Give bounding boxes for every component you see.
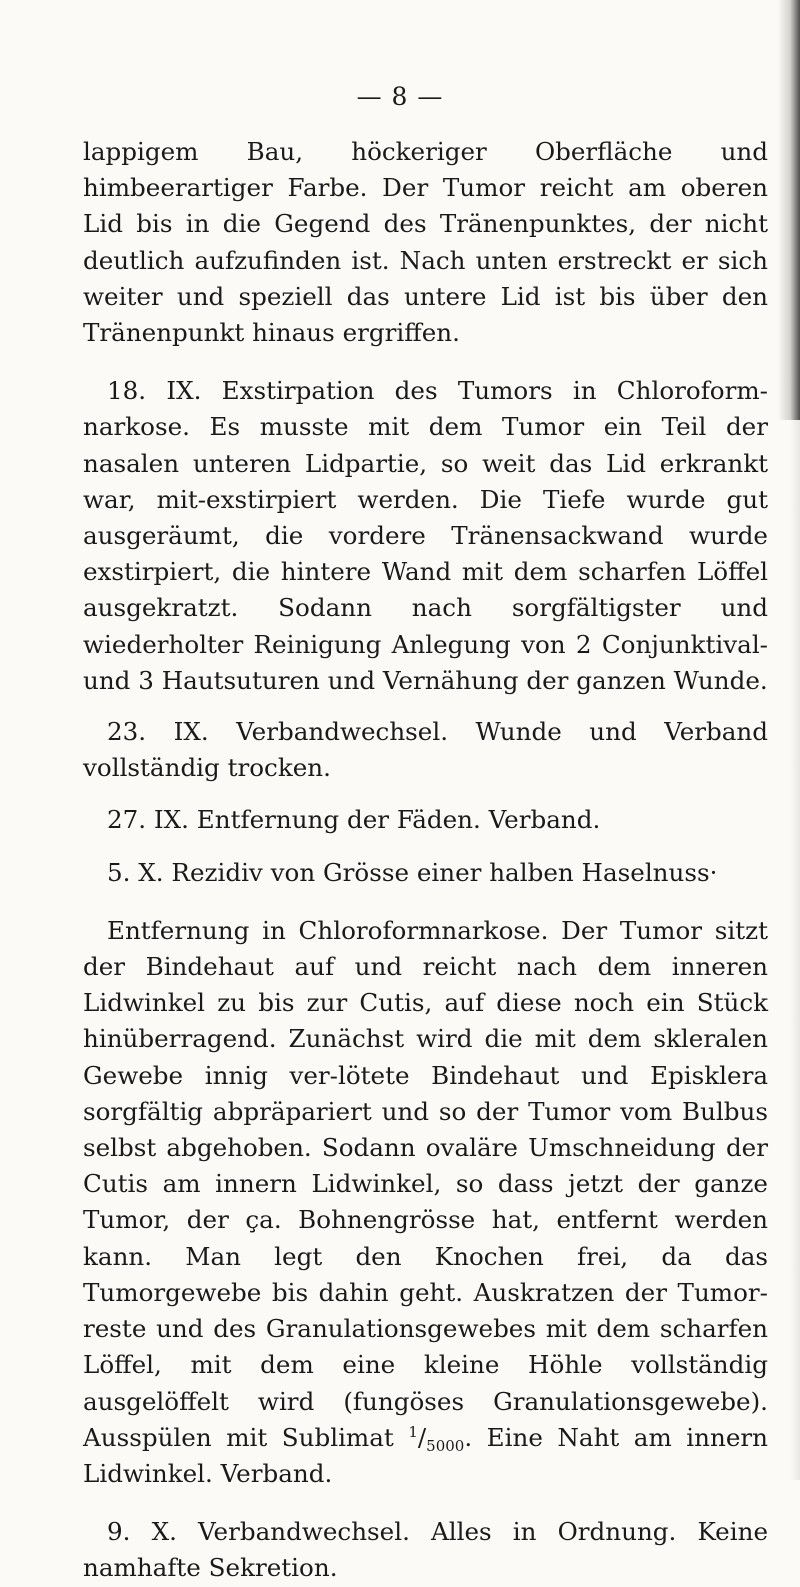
paragraph-entfernung-chloroform [83, 913, 768, 1492]
paragraph-entfernung-text-end: . Eine Naht am innern Lidwinkel. Verband. [83, 1422, 768, 1488]
paragraph-tumor-description: lappigem Bau, höckeriger Oberfläche und himbeerartiger Farbe. Der Tumor reicht am oberen Lid bis in die Gegend des Tränenpunktes, der nicht deutlich aufzufinden ist. Nach unten erstreckt er sich weiter und speziell das untere Lid ist bis über den Tränenpunkt hinaus ergriffen. [83, 137, 768, 348]
paragraph-entfernung-text: Entfernung in Chloroformnarkose. Der Tumor sitzt der Bindehaut auf und reicht nach dem inneren Lidwinkel zu bis zur Cutis, auf diese noch ein Stück hinüberragend. Zunächst wird die mit dem skleralen Gewebe innig ver-lötete Bindehaut und Episklera sorgfältig abpräpariert und so der Tumor vom Bulbus selbst abgehoben. Sodann ovaläre Umschneidung der Cutis am innern Lidwinkel, so dass jetzt der ganze Tumor, der ça. Bohnengrösse hat, entfernt werden kann. Man legt den Knochen frei, da das Tumorgewebe bis dahin geht. Auskratzen der Tumor-reste und des Granulationsgewebes mit dem scharfen Löffel, mit dem eine kleine Höhle vollständig ausgelöffelt wird (fungöses Granulationsgewebe). Ausspülen mit Sublimat [83, 915, 768, 1452]
fraction-one-five-thousandth: $^1/_{5000}$ [408, 1422, 465, 1455]
paragraph-exstirpation: 18. IX. Exstirpation des Tumors in Chloroform-narkose. Es musste mit dem Tumor ein Teil der nasalen unteren Lidpartie, so weit das Lid erkrankt war, mit-exstirpiert werden. Die Tiefe wurde gut ausgeräumt, die vordere Tränensackwand wurde exstirpiert, die hintere Wand mit dem scharfen Löffel ausgekratzt. Sodann nach sorgfältigster und wiederholter Reinigung Anlegung von 2 Conjunktival- und 3 Hautsuturen und Vernähung der ganzen Wunde. [83, 376, 768, 695]
paragraph-entfernung-faeden: 27. IX. Entfernung der Fäden. Verband. [107, 805, 601, 835]
paragraph-rezidiv: 5. X. Rezidiv von Grösse einer halben Haselnuss· [107, 857, 718, 887]
page-edge-shadow-lower [790, 420, 800, 1480]
page-edge-shadow [778, 0, 800, 420]
paragraph-verbandwechsel-9: 9. X. Verbandwechsel. Alles in Ordnung. Keine namhafte Sekretion. [83, 1517, 768, 1583]
body-text [83, 134, 768, 1587]
paragraph-verbandwechsel-23: 23. IX. Verbandwechsel. Wunde und Verband vollständig trocken. [83, 717, 768, 783]
page-number: — 8 — [356, 82, 444, 111]
fraction-denominator: 5000 [426, 1436, 465, 1455]
fraction-numerator: 1 [408, 1422, 418, 1441]
